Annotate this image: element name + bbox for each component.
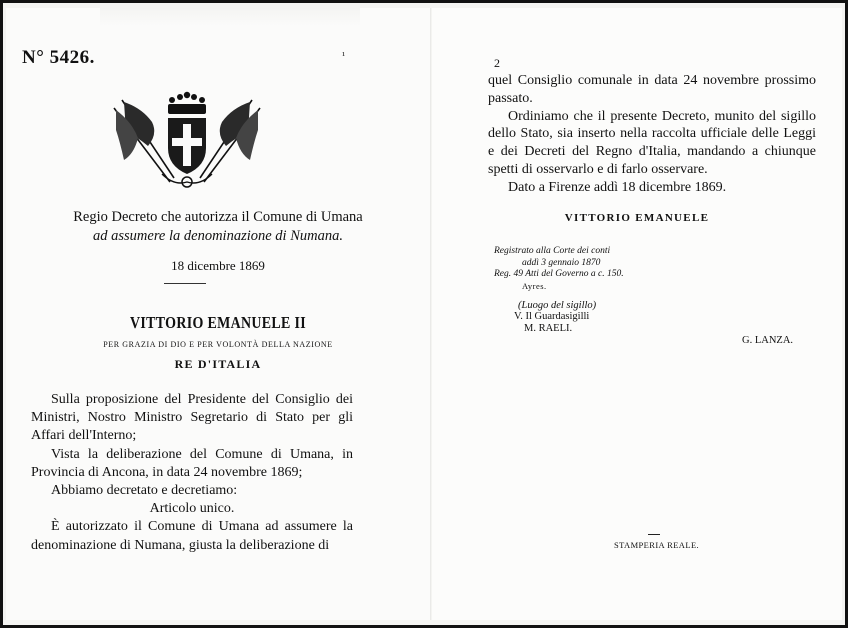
decree-date: 18 dicembre 1869 <box>171 258 265 273</box>
seal-note: (Luogo del sigillo) <box>518 300 597 311</box>
king-name: VITTORIO EMANUELE II <box>130 313 306 332</box>
royal-title: RE D'ITALIA <box>174 357 262 371</box>
body-paragraph: Dato a Firenze addì 18 dicembre 1869. <box>508 179 727 195</box>
registration-line: Registrato alla Corte dei conti <box>494 246 611 256</box>
registration-line: Ayres. <box>522 280 547 291</box>
decree-title-line-1: Regio Decreto che autorizza il Comune di Umana <box>73 209 363 225</box>
page-right <box>432 8 842 620</box>
page-mark: ¹ <box>342 50 346 62</box>
decree-body-left <box>31 391 353 555</box>
page-number: 2 <box>494 56 500 70</box>
body-paragraph: Abbiamo decretato e decretiamo: <box>51 483 238 499</box>
grace-formula: PER GRAZIA DI DIO E PER VOLONTÀ DELLA NAZIONE <box>103 340 333 349</box>
guardasigilli-label: V. Il Guardasigilli <box>514 311 590 323</box>
page-left <box>6 8 430 620</box>
coat-of-arms-icon <box>112 82 262 194</box>
decree-number: N° 5426. <box>22 47 95 68</box>
article-heading: Articolo unico. <box>149 501 235 517</box>
body-paragraph: Ordiniamo che il presente Decreto, munito del sigillo dello Stato, sia inserto nella raccolta ufficiale delle Leggi e dei Decreti del Regno d'Italia, mandando a chiunque spetti di osservarlo e di farlo osservare. <box>488 108 816 177</box>
seal-block <box>514 300 597 334</box>
body-paragraph: quel Consiglio comunale in data 24 novembre prossimo passato. <box>488 73 816 106</box>
guardasigilli-name: M. RAELI. <box>524 322 573 334</box>
decree-body-right <box>488 72 816 197</box>
decree-title-line-2: ad assumere la denominazione di Numana. <box>93 228 343 244</box>
king-signature: VITTORIO EMANUELE <box>564 212 710 224</box>
registration-line: addì 3 gennaio 1870 <box>522 257 601 268</box>
registration-note <box>494 246 624 292</box>
registration-line: Reg. 49 Atti del Governo a c. 150. <box>494 269 624 280</box>
body-paragraph: Vista la deliberazione del Comune di Umana, in Provincia di Ancona, in data 24 novembre 1869; <box>31 446 353 480</box>
body-paragraph: Sulla proposizione del Presidente del Consiglio dei Ministri, Nostro Ministro Segretario di Stato per gli Affari dell'Interno; <box>31 392 353 444</box>
minister-signature: G. LANZA. <box>742 335 794 346</box>
divider-rule <box>164 283 206 284</box>
body-paragraph: È autorizzato il Comune di Umana ad assumere la denominazione di Numana, giusta la deliberazione di <box>31 519 353 553</box>
divider-rule <box>648 534 660 535</box>
printer-imprint: STAMPERIA REALE. <box>614 540 700 550</box>
